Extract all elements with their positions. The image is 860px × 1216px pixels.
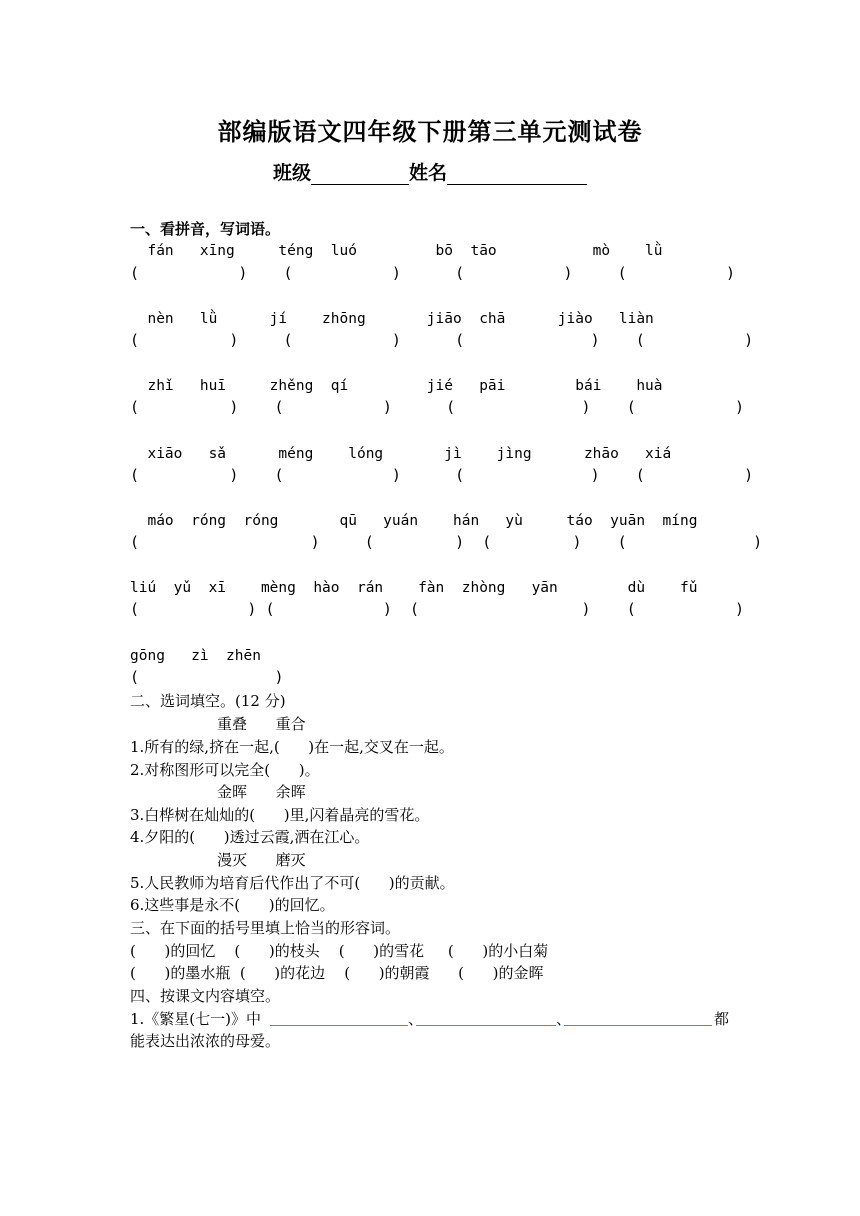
answer-parens-row[interactable]: ( ) ( ) ( ) ( ) (130, 398, 745, 416)
answer-parens-row[interactable]: ( ) ( ) ( ) ( ) (130, 600, 745, 618)
fill-question[interactable]: 5.人民教师为培育后代作出了不可( )的贡献。 (130, 874, 455, 892)
section1-heading: 一、看拼音，写词语。 (130, 220, 281, 238)
q1-end: 都 (714, 1010, 730, 1028)
adjective-row[interactable]: ( )的墨水瓶 ( )的花边 ( )的朝霞 ( )的金晖 (130, 964, 544, 982)
class-label: 班级 (272, 162, 311, 184)
student-info (0, 158, 860, 185)
name-blank[interactable] (447, 162, 587, 185)
fill-question[interactable]: 4.夕阳的( )透过云霞,洒在江心。 (130, 828, 370, 846)
pinyin-row: nèn lǜ jí zhōng jiāo chā jiào liàn (130, 311, 654, 327)
page-title: 部编版语文四年级下册第三单元测试卷 (217, 117, 643, 146)
pinyin-row: zhǐ huī zhěng qí jié pāi bái huà (130, 378, 663, 394)
answer-parens-row[interactable]: ( ) ( ) ( ) ( ) (130, 466, 754, 484)
fill-question[interactable]: 3.白桦树在灿灿的( )里,闪着晶亮的雪花。 (130, 806, 430, 824)
word-choice-pair: 金晖 余晖 (217, 783, 306, 801)
answer-line-1[interactable] (270, 1025, 408, 1026)
answer-parens-row[interactable]: ( ) ( ) ( ) ( ) (130, 264, 736, 282)
section3-heading: 三、在下面的括号里填上恰当的形容词。 (130, 919, 401, 937)
answer-parens-row[interactable]: ( ) ( ) ( ) ( ) (130, 533, 763, 551)
section2-heading: 二、选词填空。(12 分) (130, 692, 286, 710)
pinyin-row: máo róng róng qū yuán hán yù táo yuān míng (130, 513, 698, 529)
answer-parens-row[interactable]: ( ) (130, 668, 284, 686)
q1-continuation: 能表达出浓浓的母爱。 (130, 1032, 281, 1050)
name-label: 姓名 (409, 162, 448, 184)
answer-line-3[interactable] (564, 1025, 712, 1026)
fill-question[interactable]: 6.这些事是永不( )的回忆。 (130, 896, 335, 914)
word-choice-pair: 漫灭 磨灭 (217, 851, 306, 869)
pinyin-row: fán xīng téng luó bō tāo mò lǜ (130, 243, 663, 259)
separator: 、 (408, 1010, 424, 1028)
pinyin-row: liú yǔ xī mèng hào rán fàn zhòng yān dù fǔ (130, 580, 698, 596)
q1-start: 1.《繁星(七一)》中 (130, 1010, 262, 1028)
pinyin-row: xiāo sǎ méng lóng jì jìng zhāo xiá (130, 446, 672, 462)
word-choice-pair: 重叠 重合 (217, 715, 306, 733)
fill-question[interactable]: 2.对称图形可以完全( )。 (130, 761, 320, 779)
separator: 、 (556, 1010, 572, 1028)
adjective-row[interactable]: ( )的回忆 ( )的枝头 ( )的雪花 ( )的小白菊 (130, 942, 549, 960)
pinyin-row: gōng zì zhēn (130, 648, 261, 664)
answer-line-2[interactable] (416, 1025, 556, 1026)
class-blank[interactable] (311, 162, 409, 185)
fill-question[interactable]: 1.所有的绿,挤在一起,( )在一起,交叉在一起。 (130, 738, 454, 756)
answer-parens-row[interactable]: ( ) ( ) ( ) ( ) (130, 331, 754, 349)
section4-heading: 四、按课文内容填空。 (130, 987, 281, 1005)
